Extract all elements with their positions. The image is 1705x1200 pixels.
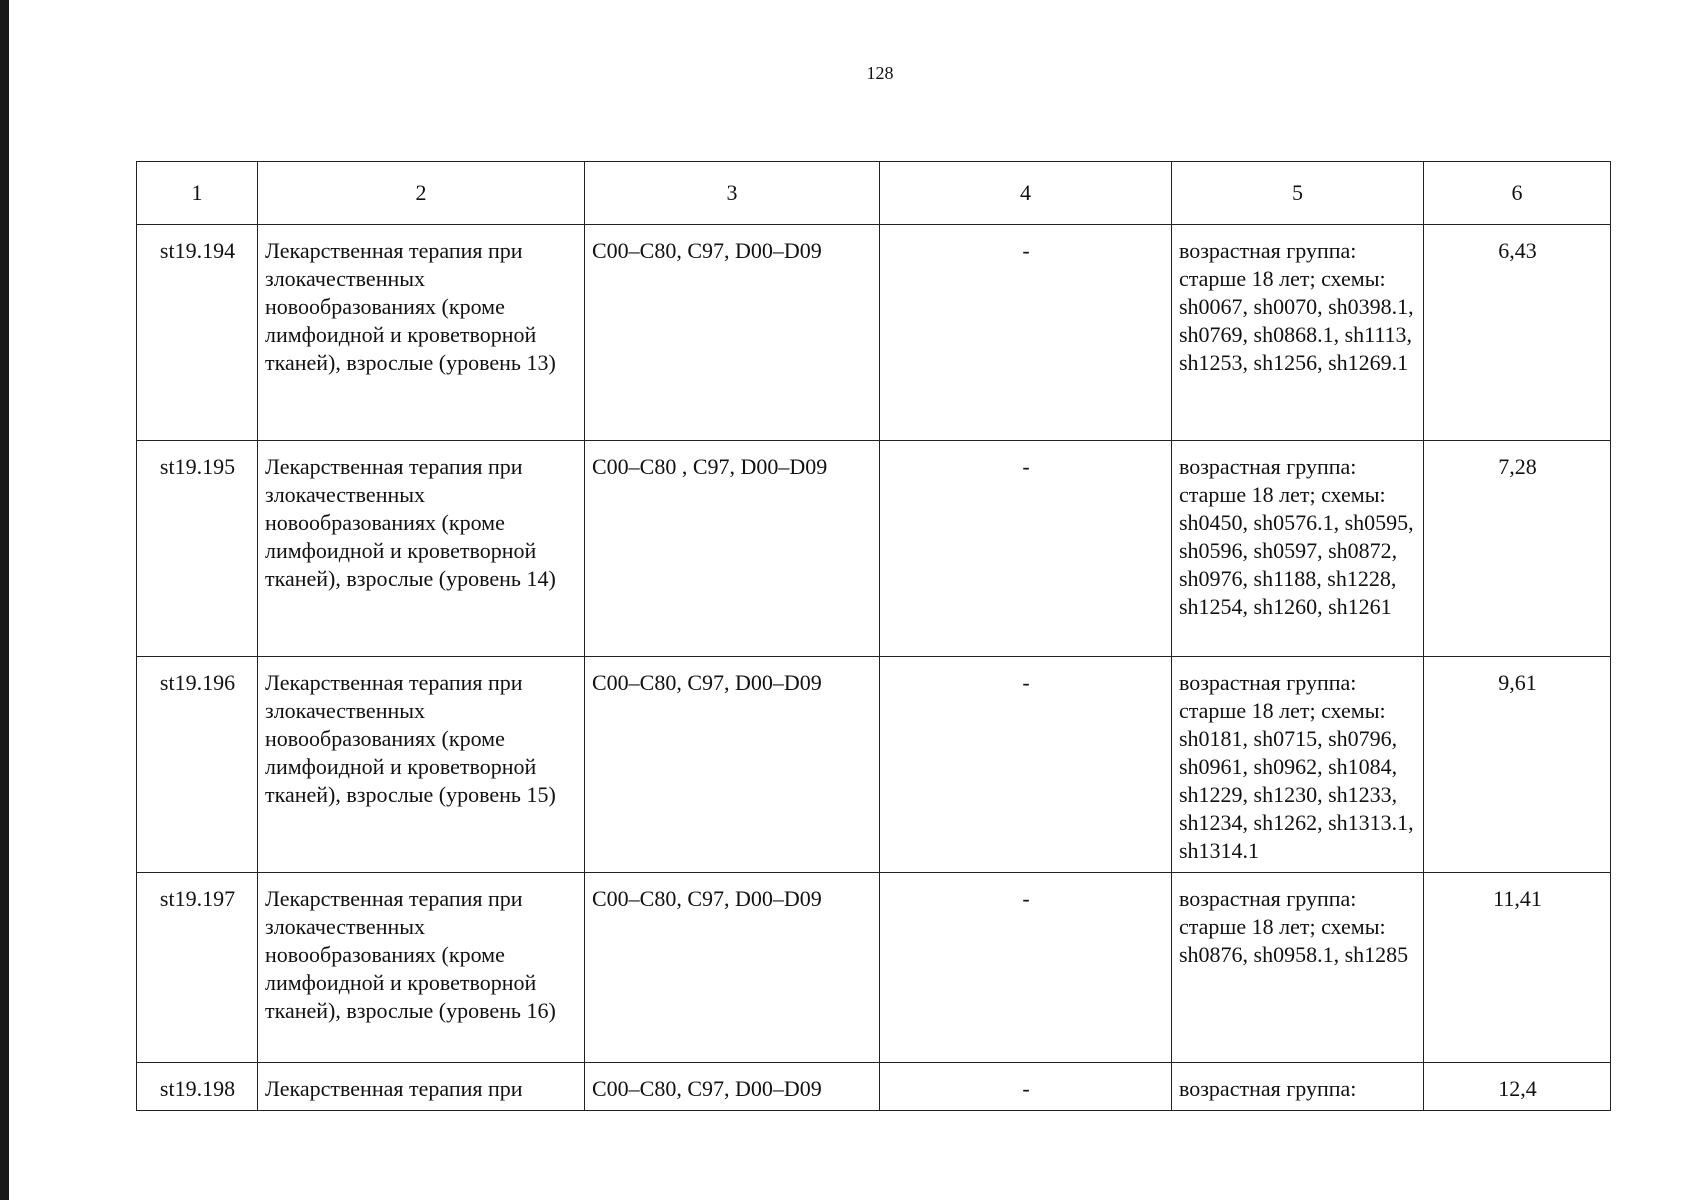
cell-coef: 12,4 [1424,1063,1611,1111]
cell-name: Лекарственная терапия при [258,1063,585,1111]
header-cell-2: 2 [258,162,585,225]
cell-name: Лекарственная терапия при злокачественных новообразованиях (кроме лимфоидной и кроветворной тканей), взрослые (уровень 14) [258,441,585,657]
cell-name: Лекарственная терапия при злокачественных новообразованиях (кроме лимфоидной и кроветворной тканей), взрослые (уровень 13) [258,225,585,441]
cell-criteria: возрастная группа: старше 18 лет; схемы: sh0067, sh0070, sh0398.1, sh0769, sh0868.1, sh1113, sh1253, sh1256, sh1269.1 [1172,225,1424,441]
table-row [137,873,1611,1063]
cell-criteria: возрастная группа: [1172,1063,1424,1111]
cell-col4: - [880,225,1172,441]
cell-code: st19.194 [137,225,258,441]
cell-criteria: возрастная группа: старше 18 лет; схемы: sh0450, sh0576.1, sh0595, sh0596, sh0597, sh0872, sh0976, sh1188, sh1228, sh1254, sh1260, sh1261 [1172,441,1424,657]
table-row [137,441,1611,657]
header-cell-5: 5 [1172,162,1424,225]
table-row [137,657,1611,873]
cell-coef: 11,41 [1424,873,1611,1063]
cell-icd: C00–C80, C97, D00–D09 [585,873,880,1063]
cell-name: Лекарственная терапия при злокачественных новообразованиях (кроме лимфоидной и кроветворной тканей), взрослые (уровень 15) [258,657,585,873]
cell-name: Лекарственная терапия при злокачественных новообразованиях (кроме лимфоидной и кроветворной тканей), взрослые (уровень 16) [258,873,585,1063]
cell-code: st19.196 [137,657,258,873]
header-cell-4: 4 [880,162,1172,225]
cell-icd: C00–C80 , C97, D00–D09 [585,441,880,657]
cell-criteria: возрастная группа: старше 18 лет; схемы: sh0181, sh0715, sh0796, sh0961, sh0962, sh1084, sh1229, sh1230, sh1233, sh1234, sh1262, sh1313.1, sh1314.1 [1172,657,1424,873]
cell-code: st19.198 [137,1063,258,1111]
page-number: 128 [866,63,894,83]
cell-col4: - [880,657,1172,873]
cell-icd: C00–C80, C97, D00–D09 [585,657,880,873]
cell-coef: 9,61 [1424,657,1611,873]
header-cell-6: 6 [1424,162,1611,225]
data-table [136,161,1611,1111]
cell-coef: 7,28 [1424,441,1611,657]
cell-icd: C00–C80, C97, D00–D09 [585,225,880,441]
table-row [137,225,1611,441]
header-cell-1: 1 [137,162,258,225]
scan-left-edge [0,0,9,1200]
cell-icd: C00–C80, C97, D00–D09 [585,1063,880,1111]
table-row [137,1063,1611,1111]
cell-col4: - [880,441,1172,657]
header-cell-3: 3 [585,162,880,225]
cell-code: st19.197 [137,873,258,1063]
cell-col4: - [880,873,1172,1063]
cell-col4: - [880,1063,1172,1111]
header-row [137,162,1611,225]
cell-coef: 6,43 [1424,225,1611,441]
cell-criteria: возрастная группа: старше 18 лет; схемы: sh0876, sh0958.1, sh1285 [1172,873,1424,1063]
cell-code: st19.195 [137,441,258,657]
